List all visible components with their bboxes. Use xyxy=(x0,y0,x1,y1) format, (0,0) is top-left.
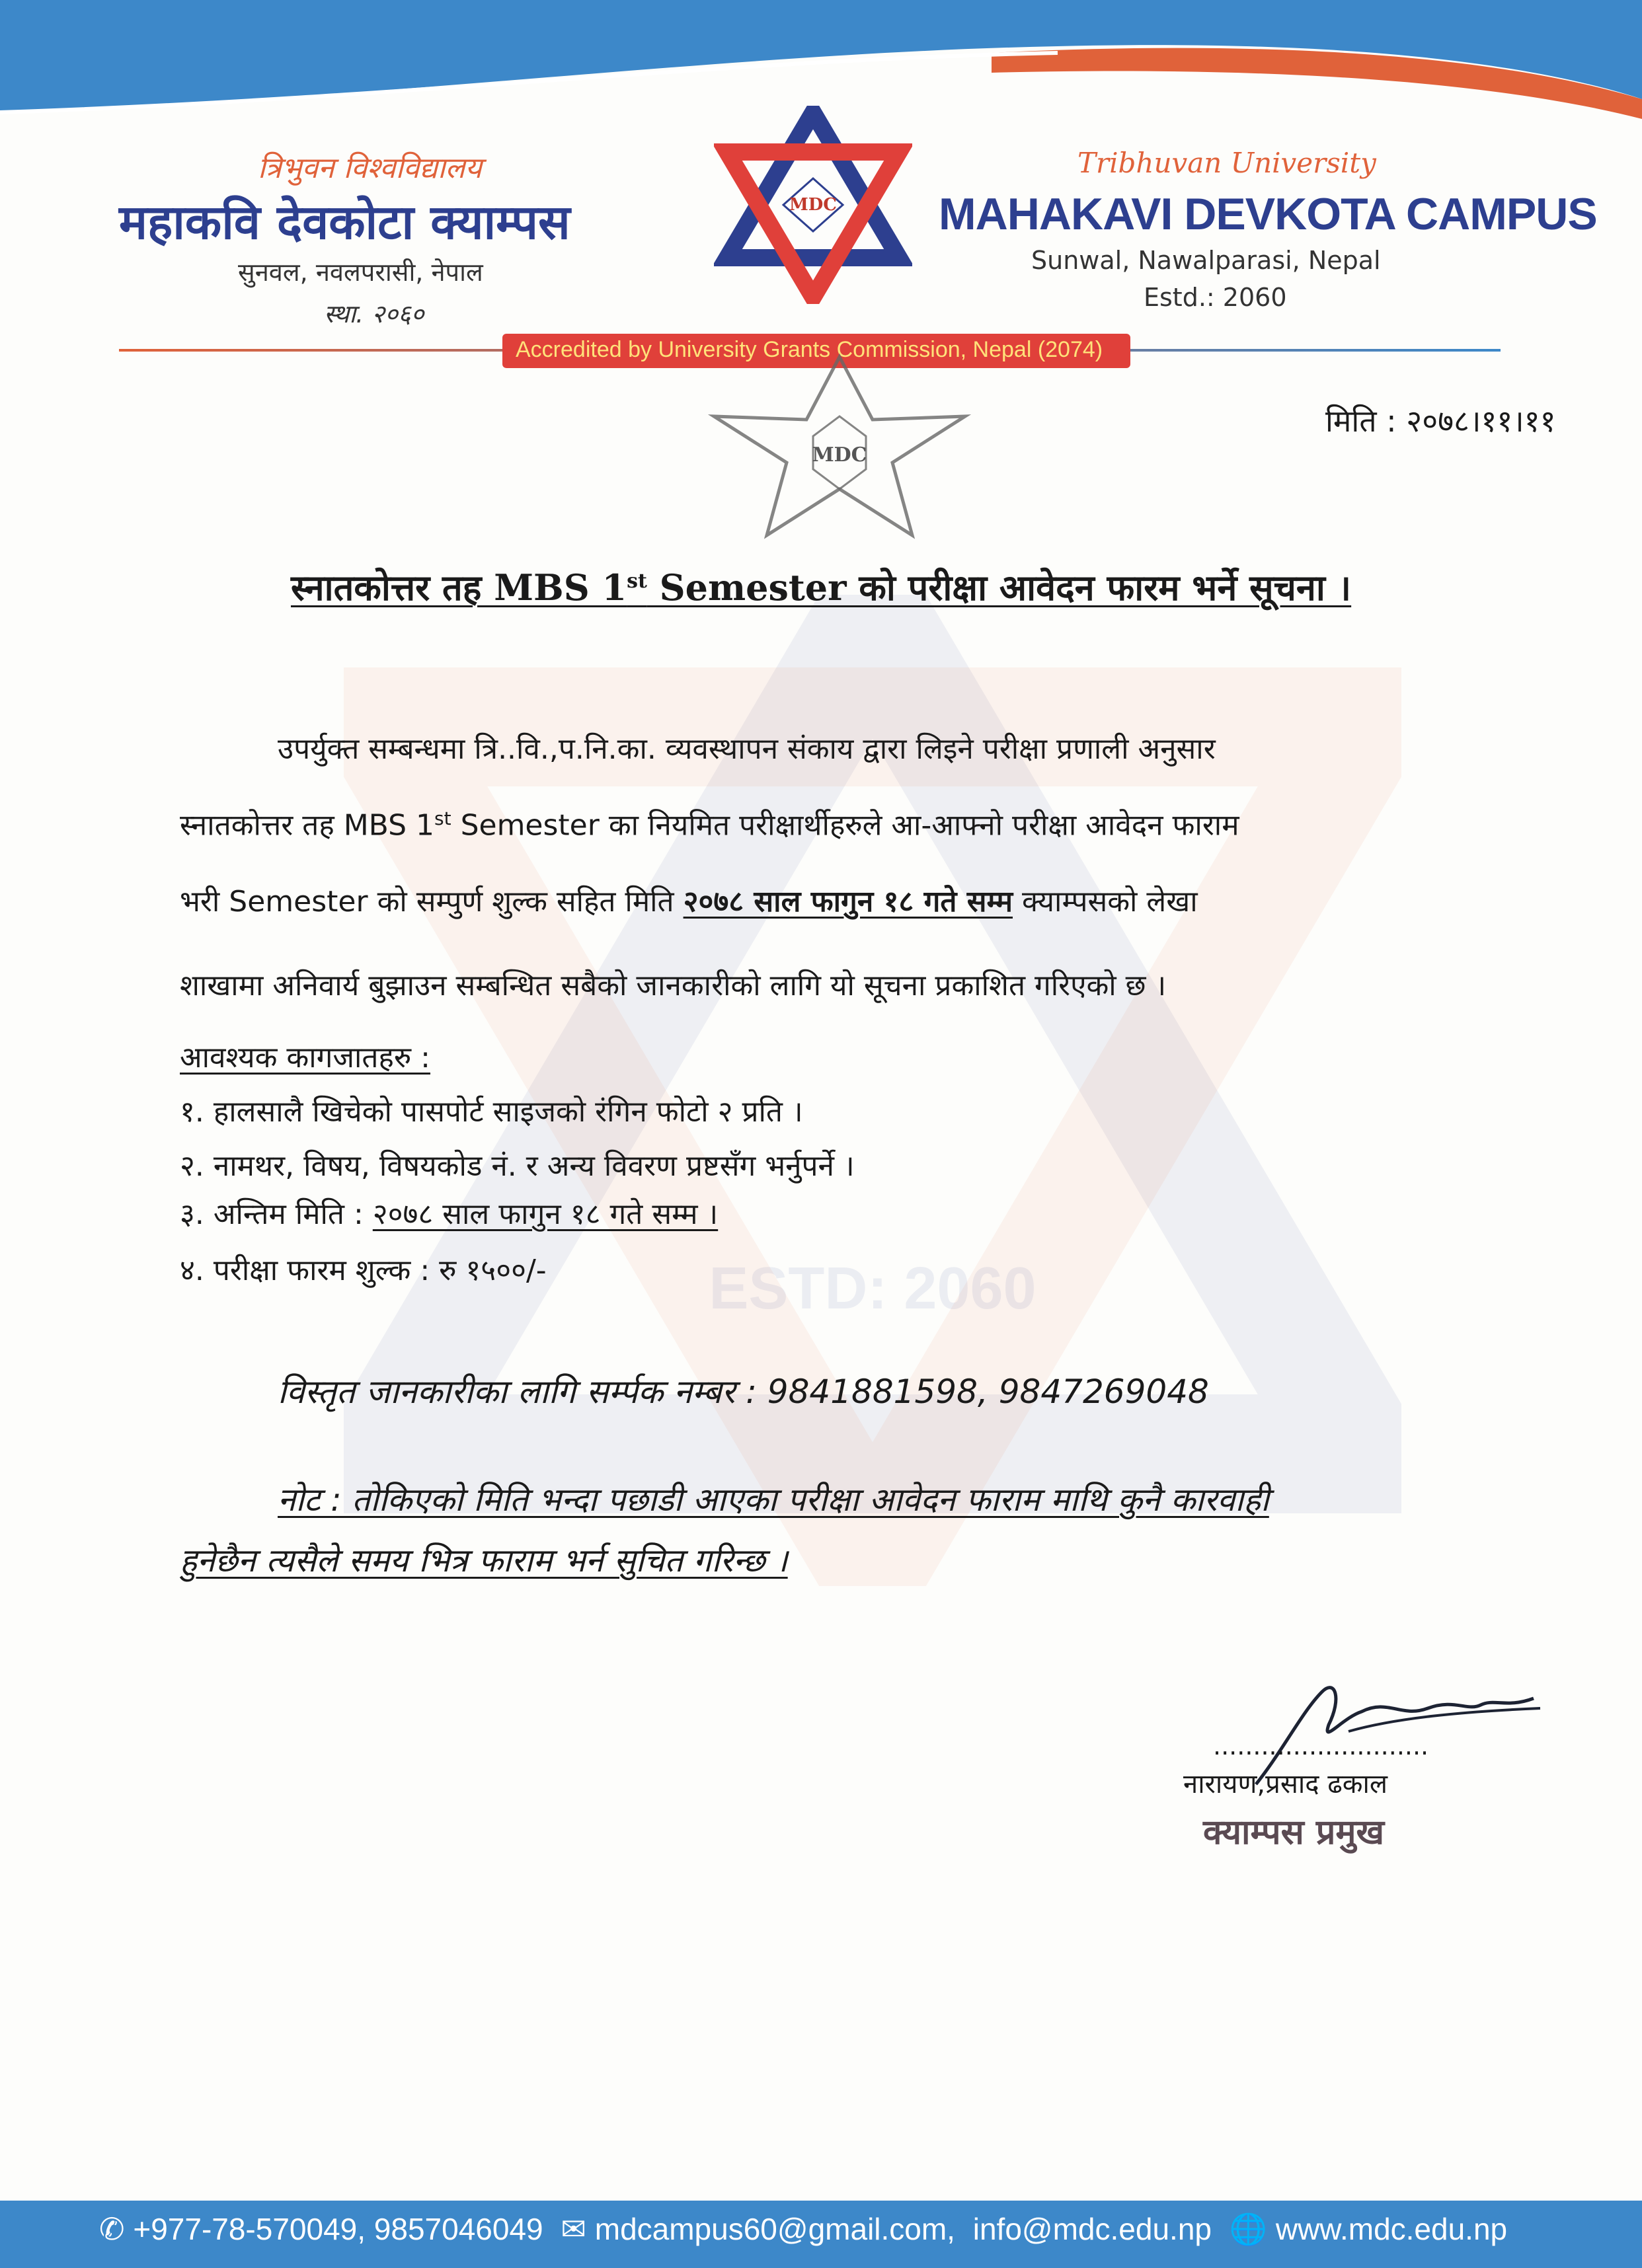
body-line-2-sup: st xyxy=(434,808,451,829)
documents-item-2: २. नामथर, विषय, विषयकोड नं. र अन्य विवरण प्रष्टसँग भर्नुपर्ने । xyxy=(180,1149,855,1183)
body-line-2 xyxy=(180,810,1239,841)
footer-contact xyxy=(99,2211,1507,2248)
eng-campus-name: MAHAKAVI DEVKOTA CAMPUS xyxy=(939,189,1597,239)
notice-title xyxy=(291,562,1351,611)
eng-university-name: Tribhuvan University xyxy=(1077,147,1376,179)
documents-item-1: १. हालसालै खिचेको पासपोर्ट साइजको रंगिन फोटो २ प्रति । xyxy=(180,1095,803,1129)
nep-estd: स्था. २०६० xyxy=(324,299,424,328)
body-line-3a: भरी Semester को सम्पुर्ण शुल्क सहित मिति xyxy=(180,885,684,919)
documents-item-3 xyxy=(180,1193,718,1232)
notice-title-part1: स्नातकोत्तर तह MBS 1 xyxy=(291,566,627,609)
body-line-3 xyxy=(180,885,1198,919)
accreditation-text: Accredited by University Grants Commission, Nepal (2074) xyxy=(516,337,1103,362)
documents-item-3a: ३. अन्तिम मिति : xyxy=(180,1197,373,1231)
note-line-2: हुनेछैन त्यसैले समय भित्र फाराम भर्न सुचित गरिन्छ । xyxy=(180,1542,788,1579)
eng-estd: Estd.: 2060 xyxy=(1144,283,1287,312)
body-line-1: उपर्युक्त सम्बन्धमा त्रि..वि.,प.नि.का. व्यवस्थापन संकाय द्वारा लिइने परीक्षा प्रणाली अनुसार xyxy=(278,732,1216,766)
signatory-name: नारायण,प्रसाद ढकाल xyxy=(1183,1769,1388,1799)
note-line-1: नोट : तोकिएको मिति भन्दा पछाडी आएका परीक्षा आवेदन फाराम माथि कुनै कारवाही xyxy=(278,1481,1269,1519)
nep-campus-name: महाकवि देवकोटा क्याम्पस xyxy=(119,194,570,250)
body-line-3b: क्याम्पसको लेखा xyxy=(1013,885,1198,919)
nep-address: सुनवल, नवलपरासी, नेपाल xyxy=(238,258,483,287)
campus-stamp xyxy=(701,350,978,542)
campus-logo xyxy=(714,106,912,304)
nep-university-name: त्रिभुवन विश्वविद्यालय xyxy=(258,151,482,185)
body-line-2a: स्नातकोत्तर तह MBS 1 xyxy=(180,808,434,843)
documents-heading: आवश्यक कागजातहरु : xyxy=(180,1041,431,1075)
signature-dots: ........................... xyxy=(1213,1731,1429,1760)
footer-email-2[interactable]: info@mdc.edu.np xyxy=(972,2212,1212,2246)
globe-icon: 🌐 xyxy=(1229,2212,1268,2246)
notice-title-sup: st xyxy=(627,570,647,593)
phone-icon: ✆ xyxy=(99,2212,125,2246)
email-icon: ✉ xyxy=(561,2212,586,2246)
footer-phone: +977-78-570049, 9857046049 xyxy=(133,2212,543,2246)
documents-item-4: ४. परीक्षा फारम शुल्क : रु १५००/- xyxy=(180,1254,547,1287)
signatory-title: क्याम्पस प्रमुख xyxy=(1203,1813,1385,1852)
documents-item-3-deadline: २०७८ साल फागुन १८ गते सम्म । xyxy=(372,1197,719,1231)
footer-website[interactable]: www.mdc.edu.np xyxy=(1275,2212,1508,2246)
body-deadline: २०७८ साल फागुन १८ गते सम्म xyxy=(683,885,1013,919)
body-line-2b: Semester का नियमित परीक्षार्थीहरुले आ-आफ्नो परीक्षा आवेदन फाराम xyxy=(451,808,1239,843)
contact-line: विस्तृत जानकारीका लागि सर्म्पक नम्बर : 9841881598, 9847269048 xyxy=(278,1373,1209,1411)
logo-mdc-text: MDC xyxy=(789,195,838,215)
footer-email-1[interactable]: mdcampus60@gmail.com, xyxy=(594,2212,955,2246)
notice-title-part2: Semester को परीक्षा आवेदन फारम भर्ने सूचना । xyxy=(646,566,1352,609)
notice-date: मिति : २०७८।११।११ xyxy=(1325,403,1556,439)
stamp-mdc-text: MDC xyxy=(812,443,867,467)
watermark-estd-text: ESTD: 2060 xyxy=(709,1256,1036,1322)
body-line-4: शाखामा अनिवार्य बुझाउन सम्बन्धित सबैको जानकारीको लागि यो सूचना प्रकाशित गरिएको छ । xyxy=(180,969,1167,1002)
eng-address: Sunwal, Nawalparasi, Nepal xyxy=(1031,246,1381,275)
